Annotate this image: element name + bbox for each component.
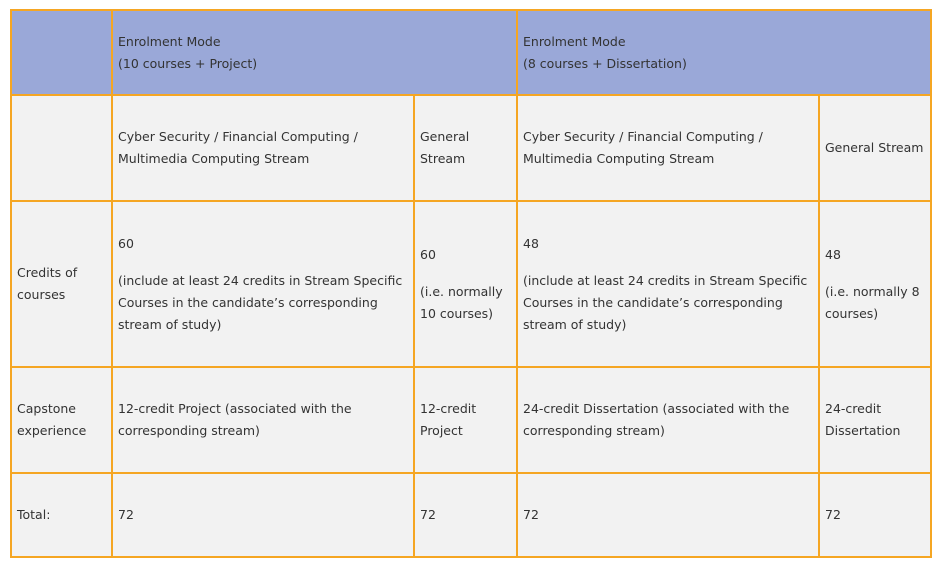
total-b-general-cell: 72 <box>819 473 931 557</box>
header-empty-cell <box>11 10 112 95</box>
stream-a-general-line-2: Stream <box>420 151 466 166</box>
capstone-b-specific-line-2: corresponding stream) <box>523 423 665 438</box>
table-row-total <box>11 473 931 557</box>
credits-a-general-value: 60 <box>420 246 436 262</box>
capstone-label-line-2: experience <box>17 423 87 438</box>
stream-b-specific-line-2: Multimedia Computing Stream <box>523 151 715 166</box>
table-row-capstone <box>11 367 931 473</box>
stream-a-general-line-1: General <box>420 129 470 144</box>
table-row-streams <box>11 95 931 201</box>
stream-a-specific-line-2: Multimedia Computing Stream <box>118 151 310 166</box>
credits-label-line-2: courses <box>17 287 66 302</box>
credits-b-specific-note-2: Courses in the candidate’s corresponding <box>523 294 783 310</box>
credits-b-general-note-1: (i.e. normally 8 <box>825 283 920 299</box>
header-mode-a <box>112 10 517 95</box>
credits-b-general-value: 48 <box>825 246 841 262</box>
credit-requirements-table <box>10 9 932 558</box>
credits-a-specific-note-3: stream of study) <box>118 316 222 332</box>
capstone-a-general-line-2: Project <box>420 423 463 438</box>
credits-a-specific-note-2: Courses in the candidate’s corresponding <box>118 294 378 310</box>
credits-b-specific-value: 48 <box>523 235 539 251</box>
credits-a-specific-value: 60 <box>118 235 134 251</box>
capstone-b-general-cell <box>819 367 931 473</box>
credits-b-specific-note-1: (include at least 24 credits in Stream Specific <box>523 272 808 288</box>
header-mode-b <box>517 10 931 95</box>
credits-a-specific-note-1: (include at least 24 credits in Stream Specific <box>118 272 403 288</box>
capstone-b-general-line-2: Dissertation <box>825 423 901 438</box>
credits-a-general-note-2: 10 courses) <box>420 305 494 321</box>
capstone-a-general-line-1: 12-credit <box>420 401 477 416</box>
capstone-b-specific-cell <box>517 367 819 473</box>
header-mode-a-detail: (10 courses + Project) <box>118 55 258 71</box>
capstone-a-general-cell <box>414 367 517 473</box>
capstone-b-general-line-1: 24-credit <box>825 401 882 416</box>
credits-b-specific-cell <box>517 201 819 367</box>
stream-b-general-line-1: General Stream <box>825 140 924 155</box>
stream-a-specific-line-1: Cyber Security / Financial Computing / <box>118 129 358 144</box>
table-row-credits <box>11 201 931 367</box>
credits-b-general-cell <box>819 201 931 367</box>
header-mode-b-detail: (8 courses + Dissertation) <box>523 55 687 71</box>
total-b-specific-cell: 72 <box>517 473 819 557</box>
stream-b-specific-line-1: Cyber Security / Financial Computing / <box>523 129 763 144</box>
stream-b-general-cell <box>819 95 931 201</box>
total-label-cell: Total: <box>11 473 112 557</box>
header-mode-a-title: Enrolment Mode <box>118 33 221 49</box>
total-a-general-cell: 72 <box>414 473 517 557</box>
credits-a-general-note-1: (i.e. normally <box>420 283 503 299</box>
capstone-b-specific-line-1: 24-credit Dissertation (associated with the <box>523 401 790 416</box>
total-a-specific-cell: 72 <box>112 473 414 557</box>
stream-a-specific-cell <box>112 95 414 201</box>
stream-a-general-cell <box>414 95 517 201</box>
stream-b-specific-cell <box>517 95 819 201</box>
header-mode-b-title: Enrolment Mode <box>523 33 626 49</box>
capstone-label-cell <box>11 367 112 473</box>
capstone-a-specific-line-1: 12-credit Project (associated with the <box>118 401 352 416</box>
credits-label-cell <box>11 201 112 367</box>
table-row-header <box>11 10 931 95</box>
capstone-label-line-1: Capstone <box>17 401 76 416</box>
credits-a-specific-cell <box>112 201 414 367</box>
streams-empty-cell <box>11 95 112 201</box>
capstone-a-specific-cell <box>112 367 414 473</box>
credits-b-specific-note-3: stream of study) <box>523 316 627 332</box>
credits-b-general-note-2: courses) <box>825 305 879 321</box>
credits-label-line-1: Credits of <box>17 265 78 280</box>
capstone-a-specific-line-2: corresponding stream) <box>118 423 260 438</box>
credits-a-general-cell <box>414 201 517 367</box>
